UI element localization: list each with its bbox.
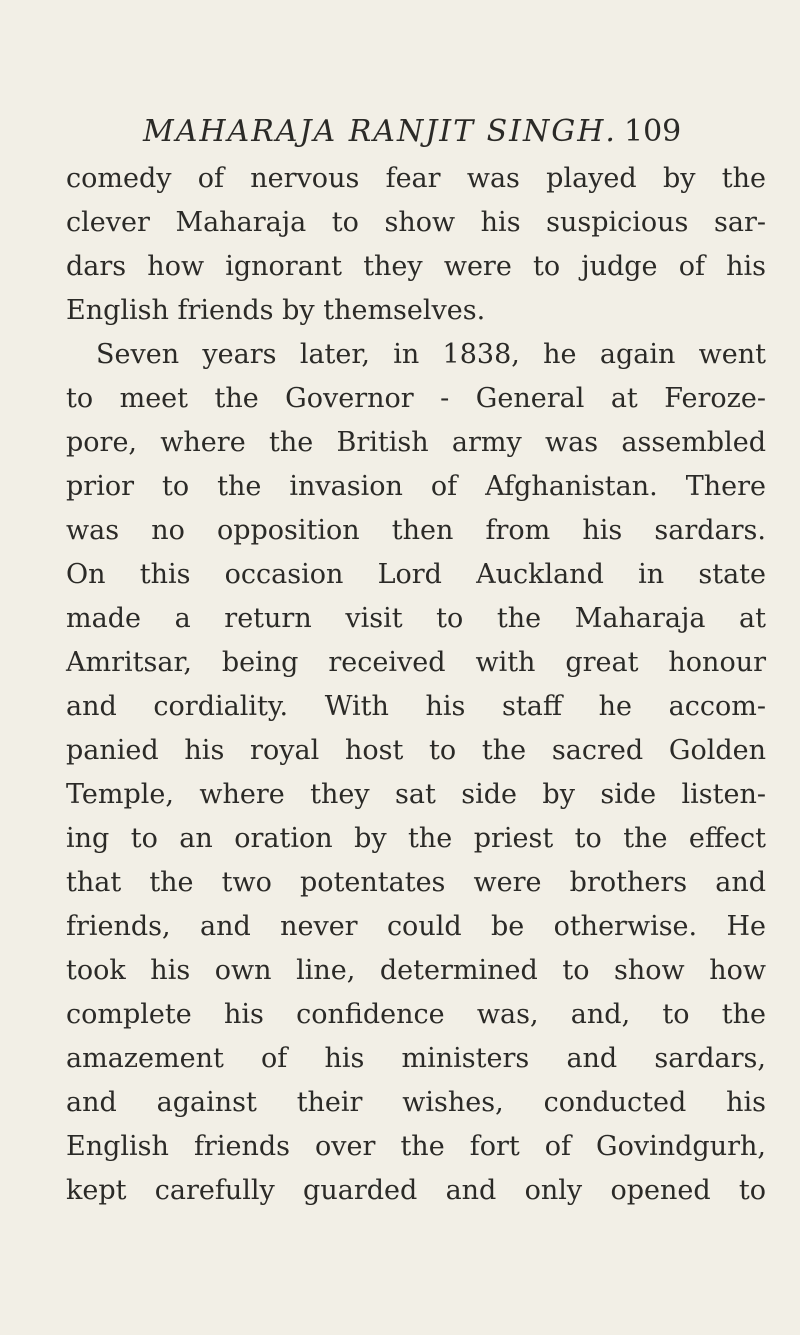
body-text [66,157,766,1213]
text-line: kept carefully guarded and only opened to [66,1175,766,1206]
text-line: prior to the invasion of Afghanistan. There [66,471,766,502]
text-line: English friends by themselves. [66,295,486,326]
text-line: clever Maharaja to show his suspicious sar- [66,207,766,238]
running-head [0,114,800,150]
text-line: amazement of his ministers and sardars, [66,1043,766,1074]
text-line: was no opposition then from his sardars. [66,515,766,546]
text-line: ing to an oration by the priest to the effect [66,823,766,854]
running-head-title: MAHARAJA RANJIT SINGH. [143,114,617,149]
text-line: friends, and never could be otherwise. He [66,911,766,942]
text-line: Amritsar, being received with great honour [66,647,766,678]
text-line: took his own line, determined to show how [66,955,766,986]
text-line: On this occasion Lord Auckland in state [66,559,766,590]
paragraph-start-line: Seven years later, in 1838, he again went [96,339,766,370]
text-line: to meet the Governor - General at Feroze- [66,383,766,414]
text-line: English friends over the fort of Govindgurh, [66,1131,766,1162]
text-line: that the two potentates were brothers and [66,867,766,898]
text-line: panied his royal host to the sacred Golden [66,735,766,766]
text-line: Temple, where they sat side by side listen- [66,779,766,810]
text-line: and against their wishes, conducted his [66,1087,766,1118]
text-line: dars how ignorant they were to judge of his [66,251,766,282]
page-number: 109 [624,114,682,149]
text-line: pore, where the British army was assembled [66,427,766,458]
text-line: comedy of nervous fear was played by the [66,163,766,194]
text-line: made a return visit to the Maharaja at [66,603,766,634]
text-line: and cordiality. With his staff he accom- [66,691,766,722]
text-line: complete his confidence was, and, to the [66,999,766,1030]
